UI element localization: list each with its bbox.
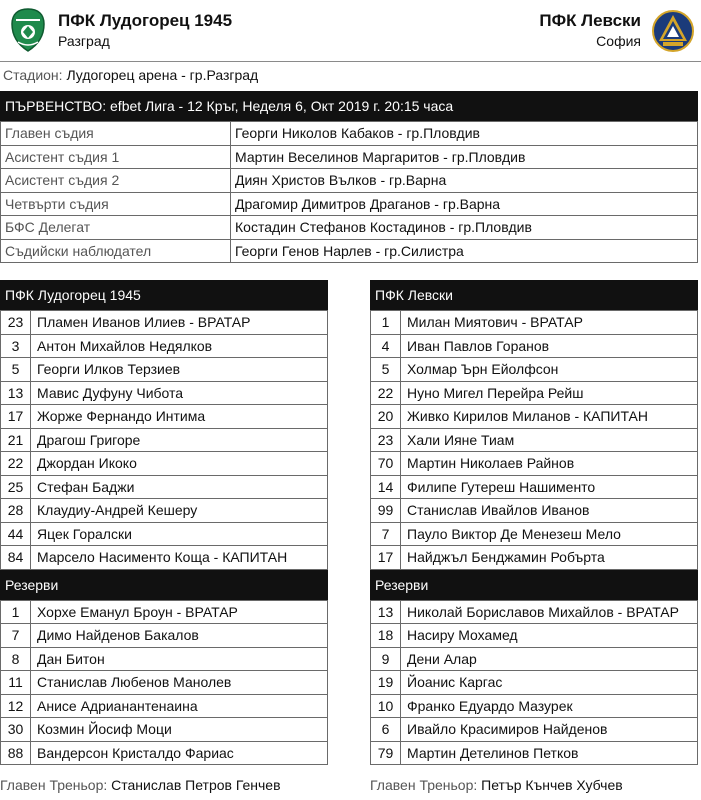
table-row (371, 647, 698, 671)
player-name: Дан Битон (31, 647, 328, 671)
player-name: Димо Найденов Бакалов (31, 624, 328, 648)
player-name: Пауло Виктор Де Менезеш Мело (401, 522, 698, 546)
officials-table (0, 121, 698, 263)
table-row (1, 671, 328, 695)
away-lineup (370, 280, 698, 765)
levski-crest-icon (651, 9, 695, 53)
player-name: Холмар Ърн Ейолфсон (401, 358, 698, 382)
away-reserves-table (370, 600, 698, 766)
table-row (1, 169, 698, 193)
coach-label: Главен Треньор: (370, 777, 478, 793)
table-row (371, 405, 698, 429)
player-number: 70 (371, 452, 401, 476)
table-row (371, 671, 698, 695)
player-number: 88 (1, 741, 31, 765)
championship-label: ПЪРВЕНСТВО: (5, 98, 107, 114)
player-number: 79 (371, 741, 401, 765)
player-number: 5 (1, 358, 31, 382)
player-number: 3 (1, 334, 31, 358)
player-number: 22 (1, 452, 31, 476)
player-number: 25 (1, 475, 31, 499)
player-name: Станислав Ивайлов Иванов (401, 499, 698, 523)
player-number: 8 (1, 647, 31, 671)
official-name: Драгомир Димитров Драганов - гр.Варна (231, 192, 698, 216)
table-row (371, 624, 698, 648)
table-row (371, 600, 698, 624)
table-row (371, 311, 698, 335)
table-row (1, 145, 698, 169)
table-row (371, 546, 698, 570)
table-row (371, 428, 698, 452)
player-number: 11 (1, 671, 31, 695)
player-number: 44 (1, 522, 31, 546)
player-number: 9 (371, 647, 401, 671)
table-row (1, 216, 698, 240)
away-starters-table (370, 310, 698, 570)
table-row (371, 718, 698, 742)
table-row (1, 122, 698, 146)
table-row (371, 334, 698, 358)
player-name: Франко Едуардо Мазурек (401, 694, 698, 718)
stadium-value: Лудогорец арена - гр.Разград (66, 67, 259, 83)
away-lineup-title: ПФК Левски (370, 280, 698, 310)
table-row (1, 311, 328, 335)
player-name: Филипе Гутереш Нашименто (401, 475, 698, 499)
player-name: Найджъл Бенджамин Робърта (401, 546, 698, 570)
table-row (1, 405, 328, 429)
player-name: Драгош Григоре (31, 428, 328, 452)
player-number: 1 (1, 600, 31, 624)
player-name: Антон Михайлов Недялков (31, 334, 328, 358)
player-name: Нуно Мигел Перейра Рейш (401, 381, 698, 405)
player-name: Хорхе Еманул Броун - ВРАТАР (31, 600, 328, 624)
away-team-name: ПФК Левски (539, 11, 641, 30)
player-number: 30 (1, 718, 31, 742)
table-row (371, 381, 698, 405)
official-name: Диян Христов Вълков - гр.Варна (231, 169, 698, 193)
official-role: Асистент съдия 1 (1, 145, 231, 169)
player-name: Хали Ияне Тиам (401, 428, 698, 452)
coach-label: Главен Треньор: (0, 777, 108, 793)
player-number: 84 (1, 546, 31, 570)
player-name: Козмин Йосиф Моци (31, 718, 328, 742)
home-reserves-table (0, 600, 328, 766)
player-number: 17 (371, 546, 401, 570)
home-lineup-title: ПФК Лудогорец 1945 (0, 280, 328, 310)
table-row (371, 475, 698, 499)
table-row (1, 718, 328, 742)
player-name: Марсело Насименто Коща - КАПИТАН (31, 546, 328, 570)
player-number: 5 (371, 358, 401, 382)
table-row (1, 334, 328, 358)
official-role: БФС Делегат (1, 216, 231, 240)
player-name: Стефан Баджи (31, 475, 328, 499)
official-name: Мартин Веселинов Маргаритов - гр.Пловдив (231, 145, 698, 169)
player-number: 13 (1, 381, 31, 405)
home-lineup (0, 280, 328, 765)
player-number: 1 (371, 311, 401, 335)
table-row (1, 741, 328, 765)
player-number: 21 (1, 428, 31, 452)
coach-name: Петър Кънчев Хубчев (481, 777, 623, 793)
away-reserves-title: Резерви (370, 570, 698, 600)
home-starters-table (0, 310, 328, 570)
table-row (371, 452, 698, 476)
player-number: 22 (371, 381, 401, 405)
player-number: 23 (371, 428, 401, 452)
player-name: Николай Бориславов Михайлов - ВРАТАР (401, 600, 698, 624)
player-number: 28 (1, 499, 31, 523)
player-name: Джордан Икоко (31, 452, 328, 476)
player-number: 19 (371, 671, 401, 695)
official-name: Костадин Стефанов Костадинов - гр.Пловдив (231, 216, 698, 240)
official-role: Четвърти съдия (1, 192, 231, 216)
table-row (1, 475, 328, 499)
player-name: Йоанис Каргас (401, 671, 698, 695)
player-name: Мартин Детелинов Петков (401, 741, 698, 765)
official-name: Георги Николов Кабаков - гр.Пловдив (231, 122, 698, 146)
stadium-label: Стадион: (3, 67, 63, 83)
player-number: 7 (371, 522, 401, 546)
table-row (1, 694, 328, 718)
stadium-info (3, 67, 258, 83)
table-row (1, 381, 328, 405)
official-role: Главен съдия (1, 122, 231, 146)
table-row (1, 522, 328, 546)
table-row (1, 452, 328, 476)
player-number: 13 (371, 600, 401, 624)
player-number: 10 (371, 694, 401, 718)
away-coach (370, 777, 623, 793)
table-row (371, 499, 698, 523)
official-role: Съдийски наблюдател (1, 239, 231, 263)
official-name: Георги Генов Нарлев - гр.Силистра (231, 239, 698, 263)
player-name: Ивайло Красимиров Найденов (401, 718, 698, 742)
player-name: Георги Илков Терзиев (31, 358, 328, 382)
table-row (371, 694, 698, 718)
player-name: Мавис Дуфуну Чибота (31, 381, 328, 405)
table-row (1, 428, 328, 452)
player-name: Насиру Мохамед (401, 624, 698, 648)
home-team-city: Разград (58, 33, 110, 49)
home-reserves-title: Резерви (0, 570, 328, 600)
match-header (0, 0, 701, 62)
table-row (371, 522, 698, 546)
championship-bar (0, 91, 698, 121)
player-number: 18 (371, 624, 401, 648)
player-number: 14 (371, 475, 401, 499)
player-number: 7 (1, 624, 31, 648)
player-name: Анисе Адрианантенаина (31, 694, 328, 718)
away-team-city: София (596, 33, 641, 49)
ludogorets-crest-icon (10, 8, 46, 52)
player-name: Милан Миятович - ВРАТАР (401, 311, 698, 335)
player-number: 99 (371, 499, 401, 523)
table-row (1, 600, 328, 624)
player-name: Станислав Любенов Манолев (31, 671, 328, 695)
player-number: 12 (1, 694, 31, 718)
player-name: Дени Алар (401, 647, 698, 671)
player-number: 23 (1, 311, 31, 335)
player-name: Жорже Фернандо Интима (31, 405, 328, 429)
table-row (1, 647, 328, 671)
player-name: Живко Кирилов Миланов - КАПИТАН (401, 405, 698, 429)
player-number: 17 (1, 405, 31, 429)
home-team-name: ПФК Лудогорец 1945 (58, 11, 233, 30)
table-row (1, 239, 698, 263)
player-name: Яцек Горалски (31, 522, 328, 546)
player-name: Вандерсон Кристалдо Фариас (31, 741, 328, 765)
coach-name: Станислав Петров Генчев (111, 777, 281, 793)
player-name: Пламен Иванов Илиев - ВРАТАР (31, 311, 328, 335)
table-row (1, 624, 328, 648)
table-row (1, 499, 328, 523)
player-name: Мартин Николаев Райнов (401, 452, 698, 476)
table-row (371, 741, 698, 765)
official-role: Асистент съдия 2 (1, 169, 231, 193)
player-name: Клаудиу-Андрей Кешеру (31, 499, 328, 523)
player-number: 20 (371, 405, 401, 429)
home-coach (0, 777, 281, 793)
player-number: 4 (371, 334, 401, 358)
player-name: Иван Павлов Горанов (401, 334, 698, 358)
table-row (371, 358, 698, 382)
player-number: 6 (371, 718, 401, 742)
table-row (1, 358, 328, 382)
table-row (1, 546, 328, 570)
championship-value: efbet Лига - 12 Кръг, Неделя 6, Окт 2019 г. 20:15 часа (110, 98, 454, 114)
table-row (1, 192, 698, 216)
